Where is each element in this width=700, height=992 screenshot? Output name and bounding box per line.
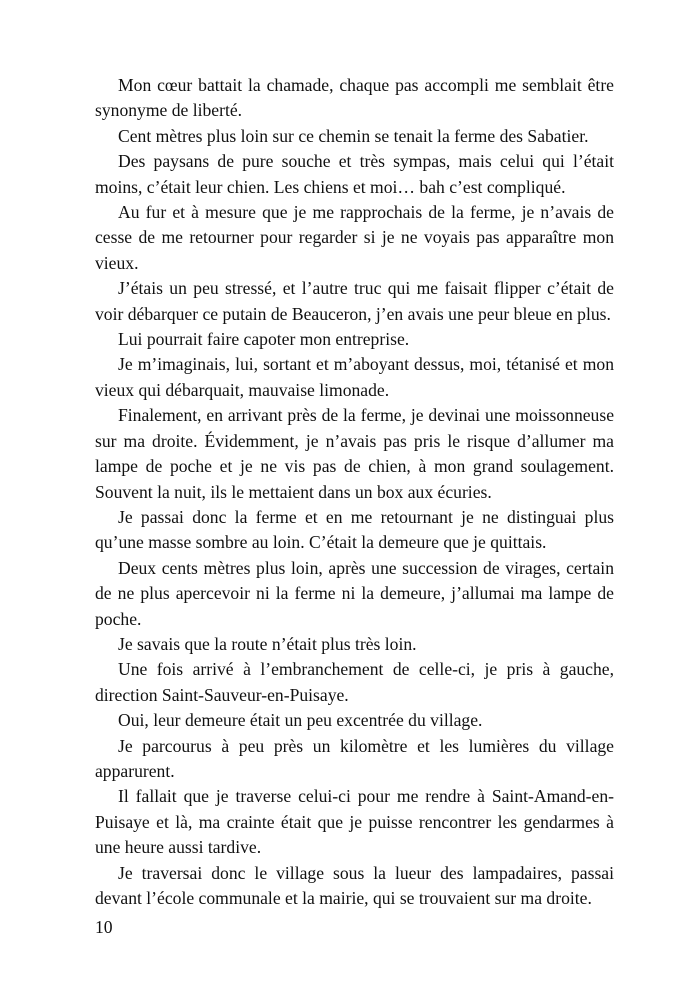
paragraph: Je m’imaginais, lui, sortant et m’aboyant dessus, moi, tétanisé et mon vieux qui débarquait, mauvaise limonade. [95, 354, 614, 400]
paragraph: Oui, leur demeure était un peu excentrée du village. [118, 710, 483, 731]
paragraph: Je passai donc la ferme et en me retournant je ne distinguai plus qu’une masse sombre au loin. C’était la demeure que je quittais. [95, 506, 614, 553]
paragraph: Lui pourrait faire capoter mon entreprise. [118, 329, 410, 350]
paragraph: Il fallait que je traverse celui-ci pour me rendre à Saint-Amand-en-Puisaye et là, ma crainte était que je puisse rencontrer les gendarmes à une heure aussi tardive. [95, 786, 614, 858]
paragraph: Cent mètres plus loin sur ce chemin se tenait la ferme des Sabatier. [118, 125, 589, 146]
paragraph: Mon cœur battait la chamade, chaque pas accompli me semblait être synonyme de liberté. [95, 75, 614, 121]
paragraph: Des paysans de pure souche et très sympas, mais celui qui l’était moins, c’était leur chien. Les chiens et moi… bah c’est compliqué. [95, 151, 614, 197]
paragraph: J’étais un peu stressé, et l’autre truc qui me faisait flipper c’était de voir débarquer ce putain de Beauceron, j’en avais une peur bleue en plus. [95, 278, 614, 324]
paragraph: Je parcourus à peu près un kilomètre et les lumières du village apparurent. [95, 735, 614, 781]
paragraph: Je traversai donc le village sous la lueur des lampadaires, passai devant l’école communale et la mairie, qui se trouvaient sur ma droite. [95, 862, 614, 908]
paragraph: Finalement, en arrivant près de la ferme, je devinai une moissonneuse sur ma droite. Évidemment, je n’avais pas pris le risque d’allumer ma lampe de poche et je ne vis pas de chien, à mon grand soulagement. Souvent la nuit, ils le mettaient dans un box aux écuries. [95, 405, 614, 502]
page-body [95, 73, 614, 911]
paragraph: Une fois arrivé à l’embranchement de celle-ci, je pris à gauche, direction Saint-Sauveur-en-Puisaye. [95, 659, 614, 705]
paragraph: Je savais que la route n’était plus très loin. [118, 633, 417, 654]
page-number: 10 [95, 917, 113, 937]
paragraph: Au fur et à mesure que je me rapprochais de la ferme, je n’avais de cesse de me retourner pour regarder si je ne voyais pas apparaître mon vieux. [95, 202, 614, 273]
paragraph: Deux cents mètres plus loin, après une succession de virages, certain de ne plus apercevoir ni la ferme ni la demeure, j’allumai ma lampe de poche. [95, 557, 614, 629]
